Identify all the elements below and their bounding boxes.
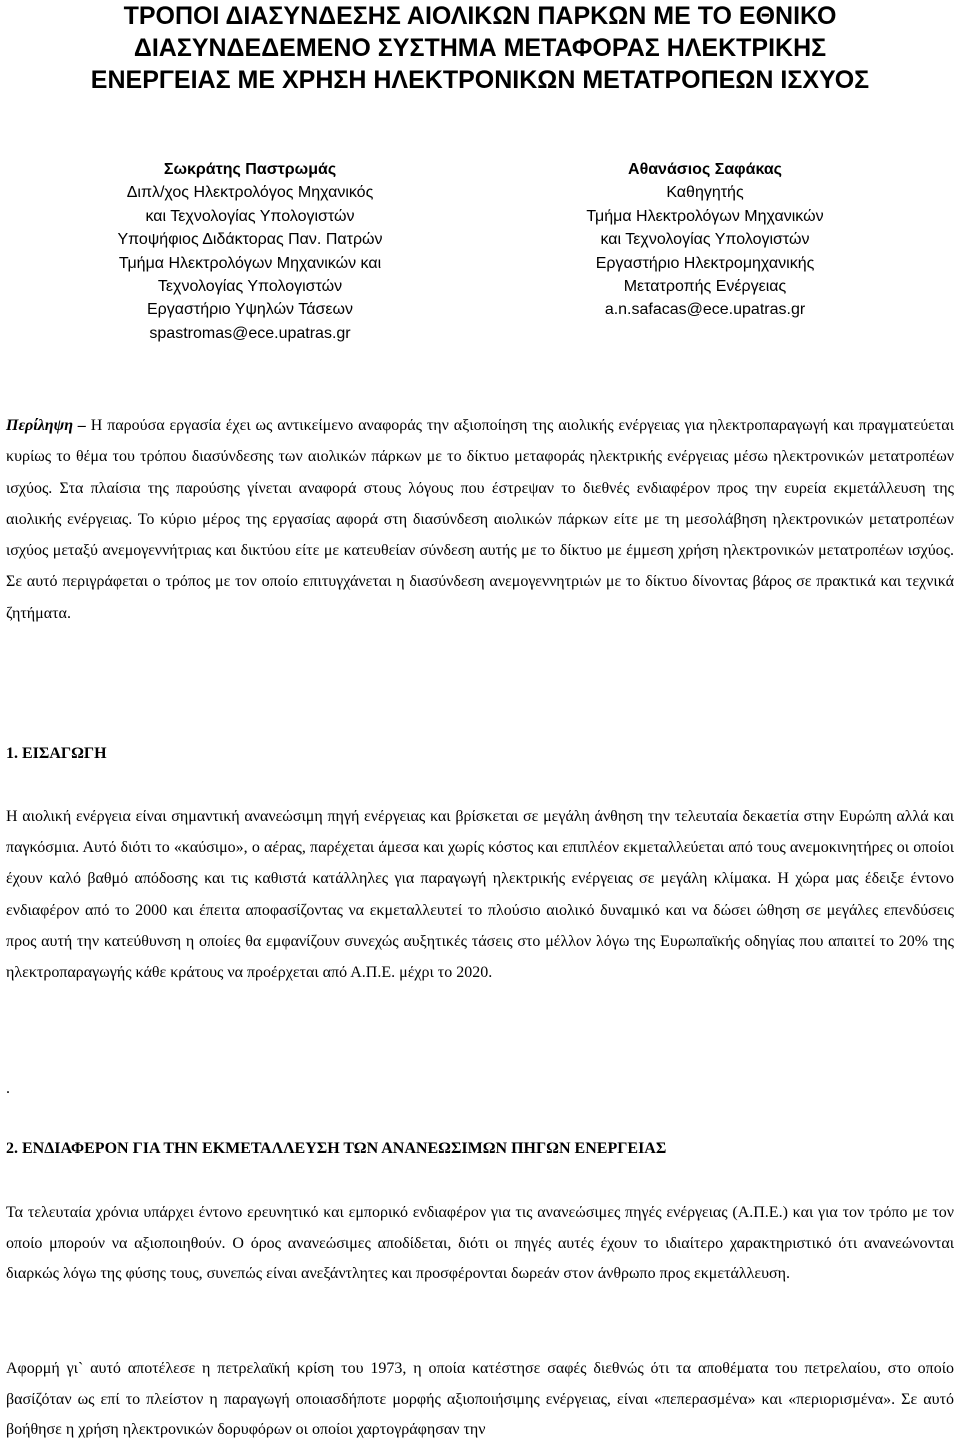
section-heading-introduction: 1. ΕΙΣΑΓΩΓΗ [6, 745, 107, 762]
section-2-paragraph-2: Αφορμή γι` αυτό αποτέλεσε η πετρελαϊκή κρίση του 1973, η οποία κατέστησε σαφές διεθνώς ότι τα αποθέματα του πετρελαίου, στο οποίο βασίζόταν ως επί το πλείστον η παραγωγή οποιασδήποτε μορφής αξιοποιήσιμης ενέργειας, είναι «πεπερασμένα» και «περιορισμένα». Σε αυτό βοήθησε η χρήση ηλεκτρονικών δορυφόρων οι οποίοι χαρτογράφησαν την [6, 1360, 954, 1438]
author-block-1 [40, 158, 460, 345]
author-affiliation-line: Τεχνολογίας Υπολογιστών [157, 278, 343, 296]
author-affiliation-line: Τμήμα Ηλεκτρολόγων Μηχανικών [586, 207, 824, 225]
abstract-label: Περίληψη – [6, 417, 86, 434]
author-affiliation-line: Εργαστήριο Ηλεκτρομηχανικής [595, 254, 815, 272]
section-heading-renewables-interest: 2. ΕΝΔΙΑΦΕΡΟΝ ΓΙΑ ΤΗΝ ΕΚΜΕΤΑΛΛΕΥΣΗ ΤΩΝ ΑΝΑΝΕΩΣΙΜΩΝ ΠΗΓΩΝ ΕΝΕΡΓΕΙΑΣ [6, 1140, 667, 1157]
author-name: Σωκράτης Παστρωμάς [163, 161, 337, 178]
title-line-1: ΤΡΟΠΟΙ ΔΙΑΣΥΝΔΕΣΗΣ ΑΙΟΛΙΚΩΝ ΠΑΡΚΩΝ ΜΕ ΤΟ ΕΘΝΙΚΟ [123, 2, 837, 30]
author-affiliation-line: και Τεχνολογίας Υπολογιστών [600, 231, 810, 249]
author-affiliation-line: Καθηγητής [666, 184, 744, 202]
section-2-paragraph-1: Τα τελευταία χρόνια υπάρχει έντονο ερευνητικό και εμπορικό ενδιαφέρον για τις ανανεώσιμες πηγές ενέργειας (Α.Π.Ε.) και για τον τρόπο με τον οποίο μπορούν να αξιοποιηθούν. Ο όρος ανανεώσιμες αποδίδεται, διότι οι πηγές αυτές έχουν το ιδιαίτερο χαρακτηριστικό ότι ανανεώνονται διαρκώς λόγω της φύσης τους, συνεπώς είναι ανεξάντλητες και προσφέρονται δωρεάν στον άνθρωπο προς εκμετάλλευση. [6, 1204, 954, 1282]
title-line-3: ΕΝΕΡΓΕΙΑΣ ΜΕ ΧΡΗΣΗ ΗΛΕΚΤΡΟΝΙΚΩΝ ΜΕΤΑΤΡΟΠΕΩΝ ΙΣΧΥΟΣ [90, 66, 870, 94]
author-block-2 [495, 158, 915, 322]
author-affiliation-line: Διπλ/χος Ηλεκτρολόγος Μηχανικός [126, 184, 374, 202]
author-affiliation-line: Εργαστήριο Υψηλών Τάσεων [147, 301, 353, 319]
author-affiliation-line: Τμήμα Ηλεκτρολόγων Μηχανικών και [118, 254, 382, 272]
author-affiliation-line: Μετατροπής Ενέργειας [623, 278, 787, 296]
stray-period: . [6, 1080, 10, 1097]
author-name: Αθανάσιος Σαφάκας [628, 161, 782, 178]
author-email: spastromas@ece.upatras.gr [149, 324, 351, 342]
author-email: a.n.safacas@ece.upatras.gr [604, 301, 806, 319]
author-affiliation-line: και Τεχνολογίας Υπολογιστών [145, 207, 355, 225]
paper-title [20, 0, 940, 96]
introduction-paragraph: Η αιολική ενέργεια είναι σημαντική ανανεώσιμη πηγή ενέργειας και βρίσκεται σε μεγάλη άνθηση την τελευταία δεκαετία στην Ευρώπη αλλά και παγκόσμια. Αυτό διότι το «καύσιμο», ο αέρας, παρέχεται άμεσα και χωρίς κόστος και επιπλέον εκμεταλλεύεται από τους ανεμοκινητήρες οι οποίοι έχουν καλό βαθμό απόδοσης και τις καθιστά κατάλληλες για παραγωγή ηλεκτρικής ενέργειας σε μεγάλη κλίμακα. Η χώρα μας έδειξε έντονο ενδιαφέρον από το 2000 και έπειτα αποφασίζοντας να εκμεταλλευτεί το πλούσιο αιολικό δυναμικό και να δώσει ώθηση σε μεγάλες επενδύσεις προς αυτή την κατεύθυνση η οποίες θα εμφανίζουν συνεχώς αυξητικές τάσεις στο μέλλον λόγω της Ευρωπαϊκής οδηγίας που απαιτεί το 20% της ηλεκτροπαραγωγής κάθε κράτους να προέρχεται από Α.Π.Ε. μέχρι το 2020. [6, 808, 954, 982]
abstract-text: Η παρούσα εργασία έχει ως αντικείμενο αναφοράς την αξιοποίηση της αιολικής ενέργειας για ηλεκτροπαραγωγή και πραγματεύεται κυρίως το θέμα του τρόπου διασύνδεσης των αιολικών πάρκων με το δίκτυο μεταφοράς ηλεκτρικής ενέργειας μέσω ηλεκτρονικών μετατροπέων ισχύος. Στα πλαίσια της παρούσης γίνεται αναφορά στους λόγους που έστρεψαν το διεθνές ενδιαφέρον προς την ευρεία εκμετάλλευση της αιολικής ενέργειας. Το κύριο μέρος της εργασίας αφορά στη διασύνδεση αιολικών πάρκων είτε με τη μεσολάβηση ηλεκτρονικών μετατροπέων ισχύος μεταξύ ανεμογεννήτριας και δικτύου είτε με κατευθείαν σύνδεση αυτής με το δίκτυο με έμμεση χρήση ηλεκτρονικών μετατροπέων ισχύος. Σε αυτό περιγράφεται ο τρόπος με τον οποίο επιτυγχάνεται η διασύνδεση ανεμογεννητριών με το δίκτυο δίνοντας βάρος σε πρακτικά και τεχνικά ζητήματα. [6, 417, 954, 622]
title-line-2: ΔΙΑΣΥΝΔΕΔΕΜΕΝΟ ΣΥΣΤΗΜΑ ΜΕΤΑΦΟΡΑΣ ΗΛΕΚΤΡΙΚΗΣ [133, 34, 827, 62]
abstract [6, 410, 954, 629]
author-affiliation-line: Υποψήφιος Διδάκτορας Παν. Πατρών [117, 231, 383, 249]
